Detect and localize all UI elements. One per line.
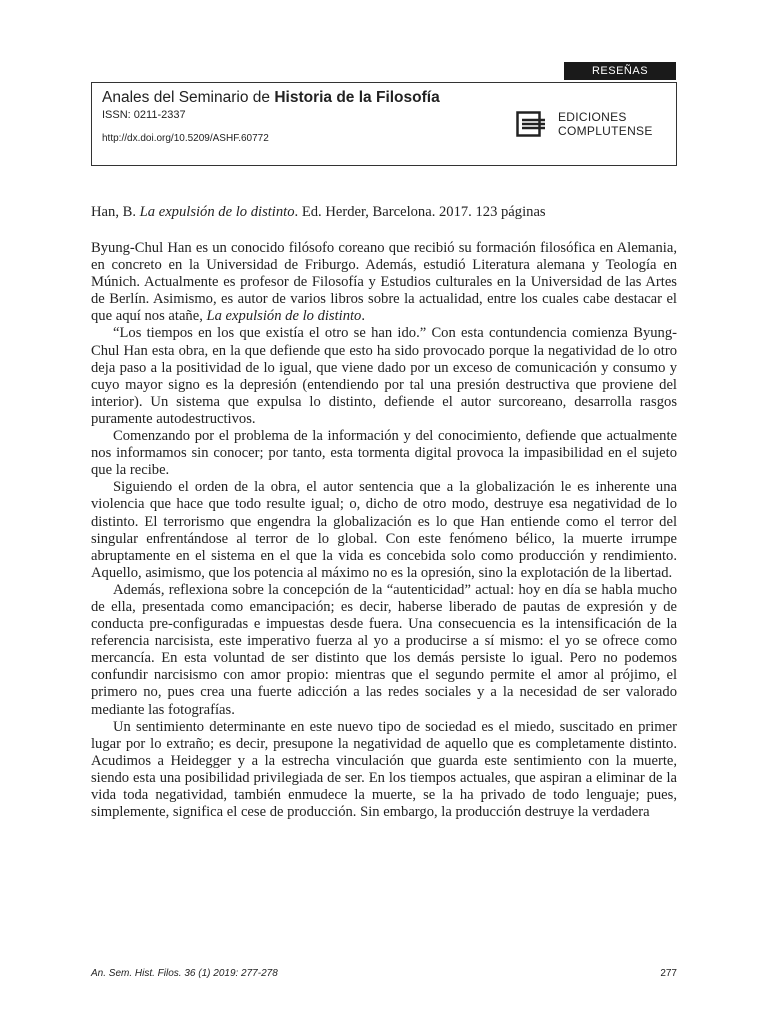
paragraph-6: Un sentimiento determinante en este nuevo tipo de sociedad es el miedo, suscitado en primer lugar por lo extraño; es decir, presupone la negatividad de aquello que es completamente distinto. Acudimos a Heidegger y a la estrecha vinculación que guarda este sentimiento con la muerte, siendo esta una posibilidad privilegiada de ser. En los tiempos actuales, que aspiran a eliminar de la vida toda negatividad, también enmudece la muerte, se la ha privado de todo lenguaje; pues, simplemente, significa el cese de producción. Sin embargo, la producción destruye la verdadera [91, 718, 677, 821]
publisher-line-1: EDICIONES [558, 110, 627, 124]
paragraph-5: Además, reflexiona sobre la concepción de la “autenticidad” actual: hoy en día se habla mucho de ella, presentada como emancipación; es decir, haberse liberado de pautas de expresión y de conducta pre-configuradas e impuestas desde fuera. Una consecuencia es la intensificación de la referencia narcisista, este imperativo fuerza al yo a producirse a sí mismo: el yo se ofrece como mercancía. En esta voluntad de ser distinto que los demás persiste lo igual. Pero no podemos confundir narcisismo con amor propio: mientras que el segundo permite el amor al prójimo, el primero no, pues crea una fuerte adicción a las redes sociales y a la necesidad de ser valorado mediante las fotografías. [91, 581, 677, 718]
journal-title-bold: Historia de la Filosofía [274, 89, 440, 106]
journal-header [91, 82, 677, 166]
section-tag: RESEÑAS [564, 62, 676, 80]
paragraph-1 [91, 240, 677, 325]
page-number: 277 [660, 968, 677, 979]
footer-citation [91, 968, 278, 979]
paragraph-3: Comenzando por el problema de la información y del conocimiento, defiende que actualmente nos informamos sin conocer; por tanto, esta tormenta digital provoca la impasibilidad en el sujeto que la recibe. [91, 428, 677, 479]
citation-author: Han, B. [91, 204, 140, 220]
paragraph-4: Siguiendo el orden de la obra, el autor sentencia que a la globalización le es inherente una violencia que hace que todo resulte igual; o, dicho de otro modo, destruye esa negatividad de lo distinto. El terrorismo que engendra la globalización es lo que Han entiende como el terror del singular enfrentándose al terror de lo global. Con este fenómeno bélico, la muerte irrumpe abruptamente en el sistema en el que la vida es concebida solo como producción y rendimiento. Aquello, asimismo, que los potencia al máximo no es la opresión, sino la explotación de la libertad. [91, 479, 677, 581]
doi-link[interactable]: http://dx.doi.org/10.5209/ASHF.60772 [102, 133, 269, 144]
publisher-line-2: COMPLUTENSE [558, 124, 653, 138]
review-body [91, 240, 677, 821]
publisher-name [558, 110, 653, 138]
ediciones-complutense-logo-icon [516, 111, 546, 137]
paragraph-1-end: . [361, 308, 366, 325]
paragraph-1-book-title: La expulsión de lo distinto [206, 308, 362, 325]
citation-details: . Ed. Herder, Barcelona. 2017. 123 páginas [294, 204, 546, 220]
journal-title [102, 89, 440, 107]
paragraph-2: “Los tiempos en los que existía el otro se han ido.” Con esta contundencia comienza Byung-Chul Han esta obra, en la que defiende que esto ha sido provocado porque la negatividad de lo otro deja paso a la positividad de lo igual, que viene dado por un exceso de comunicación y consumo y cuyo mayor signo es la depresión (entendiendo por tal una presión destructiva que proviene del interior). Un sistema que expulsa lo distinto, defiende el autor surcoreano, desarrolla rasgos puramente autodestructivos. [91, 325, 677, 427]
issn: ISSN: 0211-2337 [102, 109, 186, 121]
book-citation [91, 204, 677, 221]
citation-title: La expulsión de lo distinto [139, 204, 295, 220]
journal-title-prefix: Anales del Seminario de [102, 89, 275, 106]
footer-citation-text: An. Sem. Hist. Filos. 36 (1) 2019: 277-278 [91, 968, 278, 979]
paragraph-1-text: Byung-Chul Han es un conocido filósofo coreano que recibió su formación filosófica en Alemania, en concreto en la Universidad de Friburgo. Además, estudió Literatura alemana y Teología en Múnich. Actualmente es profesor de Filosofía y Estudios culturales en la Universidad de las Artes de Berlín. Asimismo, es autor de varios libros sobre la actualidad, entre los cuales cabe destacar el que aquí nos atañe, [91, 240, 677, 325]
